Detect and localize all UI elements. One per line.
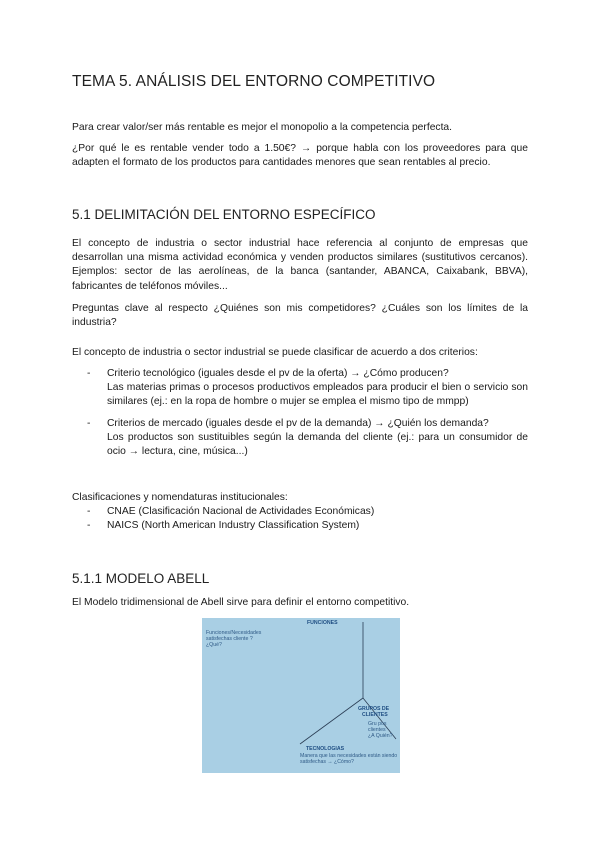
list-item — [72, 519, 528, 533]
classifications-intro: Clasificaciones y nomendaturas institucionales: — [72, 492, 288, 503]
abell-intro-paragraph: El Modelo tridimensional de Abell sirve para definir el entorno competitivo. — [72, 597, 410, 608]
page-title: TEMA 5. ANÁLISIS DEL ENTORNO COMPETITIVO — [72, 73, 436, 90]
customer-groups-text-2: clientes — [368, 727, 386, 733]
key-questions-paragraph: Preguntas clave al respecto ¿Quiénes son mis competidores? ¿Cuáles son los límites de la industria? — [72, 303, 528, 329]
section-heading-5-1-1: 5.1.1 MODELO ABELL — [72, 571, 210, 586]
criterion-description: Los productos son sustituibles según la demanda del cliente (ej.: para un consumidor de ocio → lectura, cine, música...) — [107, 431, 528, 458]
list-item — [72, 367, 528, 410]
section-heading-5-1: 5.1 DELIMITACIÓN DEL ENTORNO ESPECÍFICO — [72, 207, 376, 222]
functions-axis-text-2: satisfechas cliente ? — [206, 636, 253, 642]
list-dash: - — [87, 520, 91, 532]
customer-groups-text-3: ¿A Quién? — [368, 733, 393, 739]
list-item — [72, 505, 528, 519]
list-item — [72, 417, 528, 460]
criterion-description: Las materias primas o procesos productivos empleados para producir el bien o servicio son similares (ej.: en la ropa de hombre o mujer se emplea el mismo tipo de mmpp) — [107, 382, 528, 408]
list-dash: - — [87, 506, 91, 517]
classifications-list — [72, 505, 528, 533]
technologies-axis-title: TECNOLOGIAS — [306, 746, 345, 752]
technologies-axis-text-1: Manera que las necesidades están siendo — [300, 753, 398, 759]
technologies-axis — [300, 698, 363, 744]
criterion-title: Criterios de mercado (iguales desde el pv de la demanda) → ¿Quién los demanda? — [107, 417, 489, 429]
intro-paragraph-1: Para crear valor/ser más rentable es mejor el monopolio a la competencia perfecta. — [72, 122, 453, 133]
customer-groups-text-1: Gru pos — [368, 721, 387, 727]
industry-definition-paragraph: El concepto de industria o sector industrial hace referencia al conjunto de empresas que desarrollan una misma actividad económica y venden productos similares (sustitutivos cercanos). Ejemplos: sector de las aerolíneas, de la banca (santander, ABANCA, Caixabank, BBVA), fabricantes de teléfonos móviles... — [72, 238, 528, 292]
list-dash: - — [87, 368, 91, 379]
abell-model-figure — [202, 618, 400, 773]
functions-axis-title: FUNCIONES — [307, 620, 338, 626]
functions-axis-text-1: Funciones/Necesidades — [206, 630, 262, 636]
technologies-axis-text-2: satisfechas → ¿Cómo? — [300, 759, 354, 765]
functions-axis-text-3: ¿Qué? — [206, 642, 222, 648]
criterion-title: Criterio tecnológico (iguales desde el pv de la oferta) → ¿Cómo producen? — [107, 368, 449, 379]
customer-groups-title-1: GRUPOS DE — [358, 706, 390, 712]
criteria-intro-paragraph: El concepto de industria o sector industrial se puede clasificar de acuerdo a dos criterios: — [72, 347, 478, 358]
customer-groups-title-2: CLIENTES — [362, 712, 388, 718]
criteria-list — [72, 367, 528, 459]
classification-text: NAICS (North American Industry Classification System) — [107, 520, 360, 532]
intro-paragraph-2: ¿Por qué le es rentable vender todo a 1.50€? → porque habla con los proveedores para que adapten el formato de los productos para cantidades menores que sean rentables al precio. — [72, 143, 528, 169]
list-dash: - — [87, 417, 91, 429]
classification-text: CNAE (Clasificación Nacional de Actividades Económicas) — [107, 506, 375, 517]
